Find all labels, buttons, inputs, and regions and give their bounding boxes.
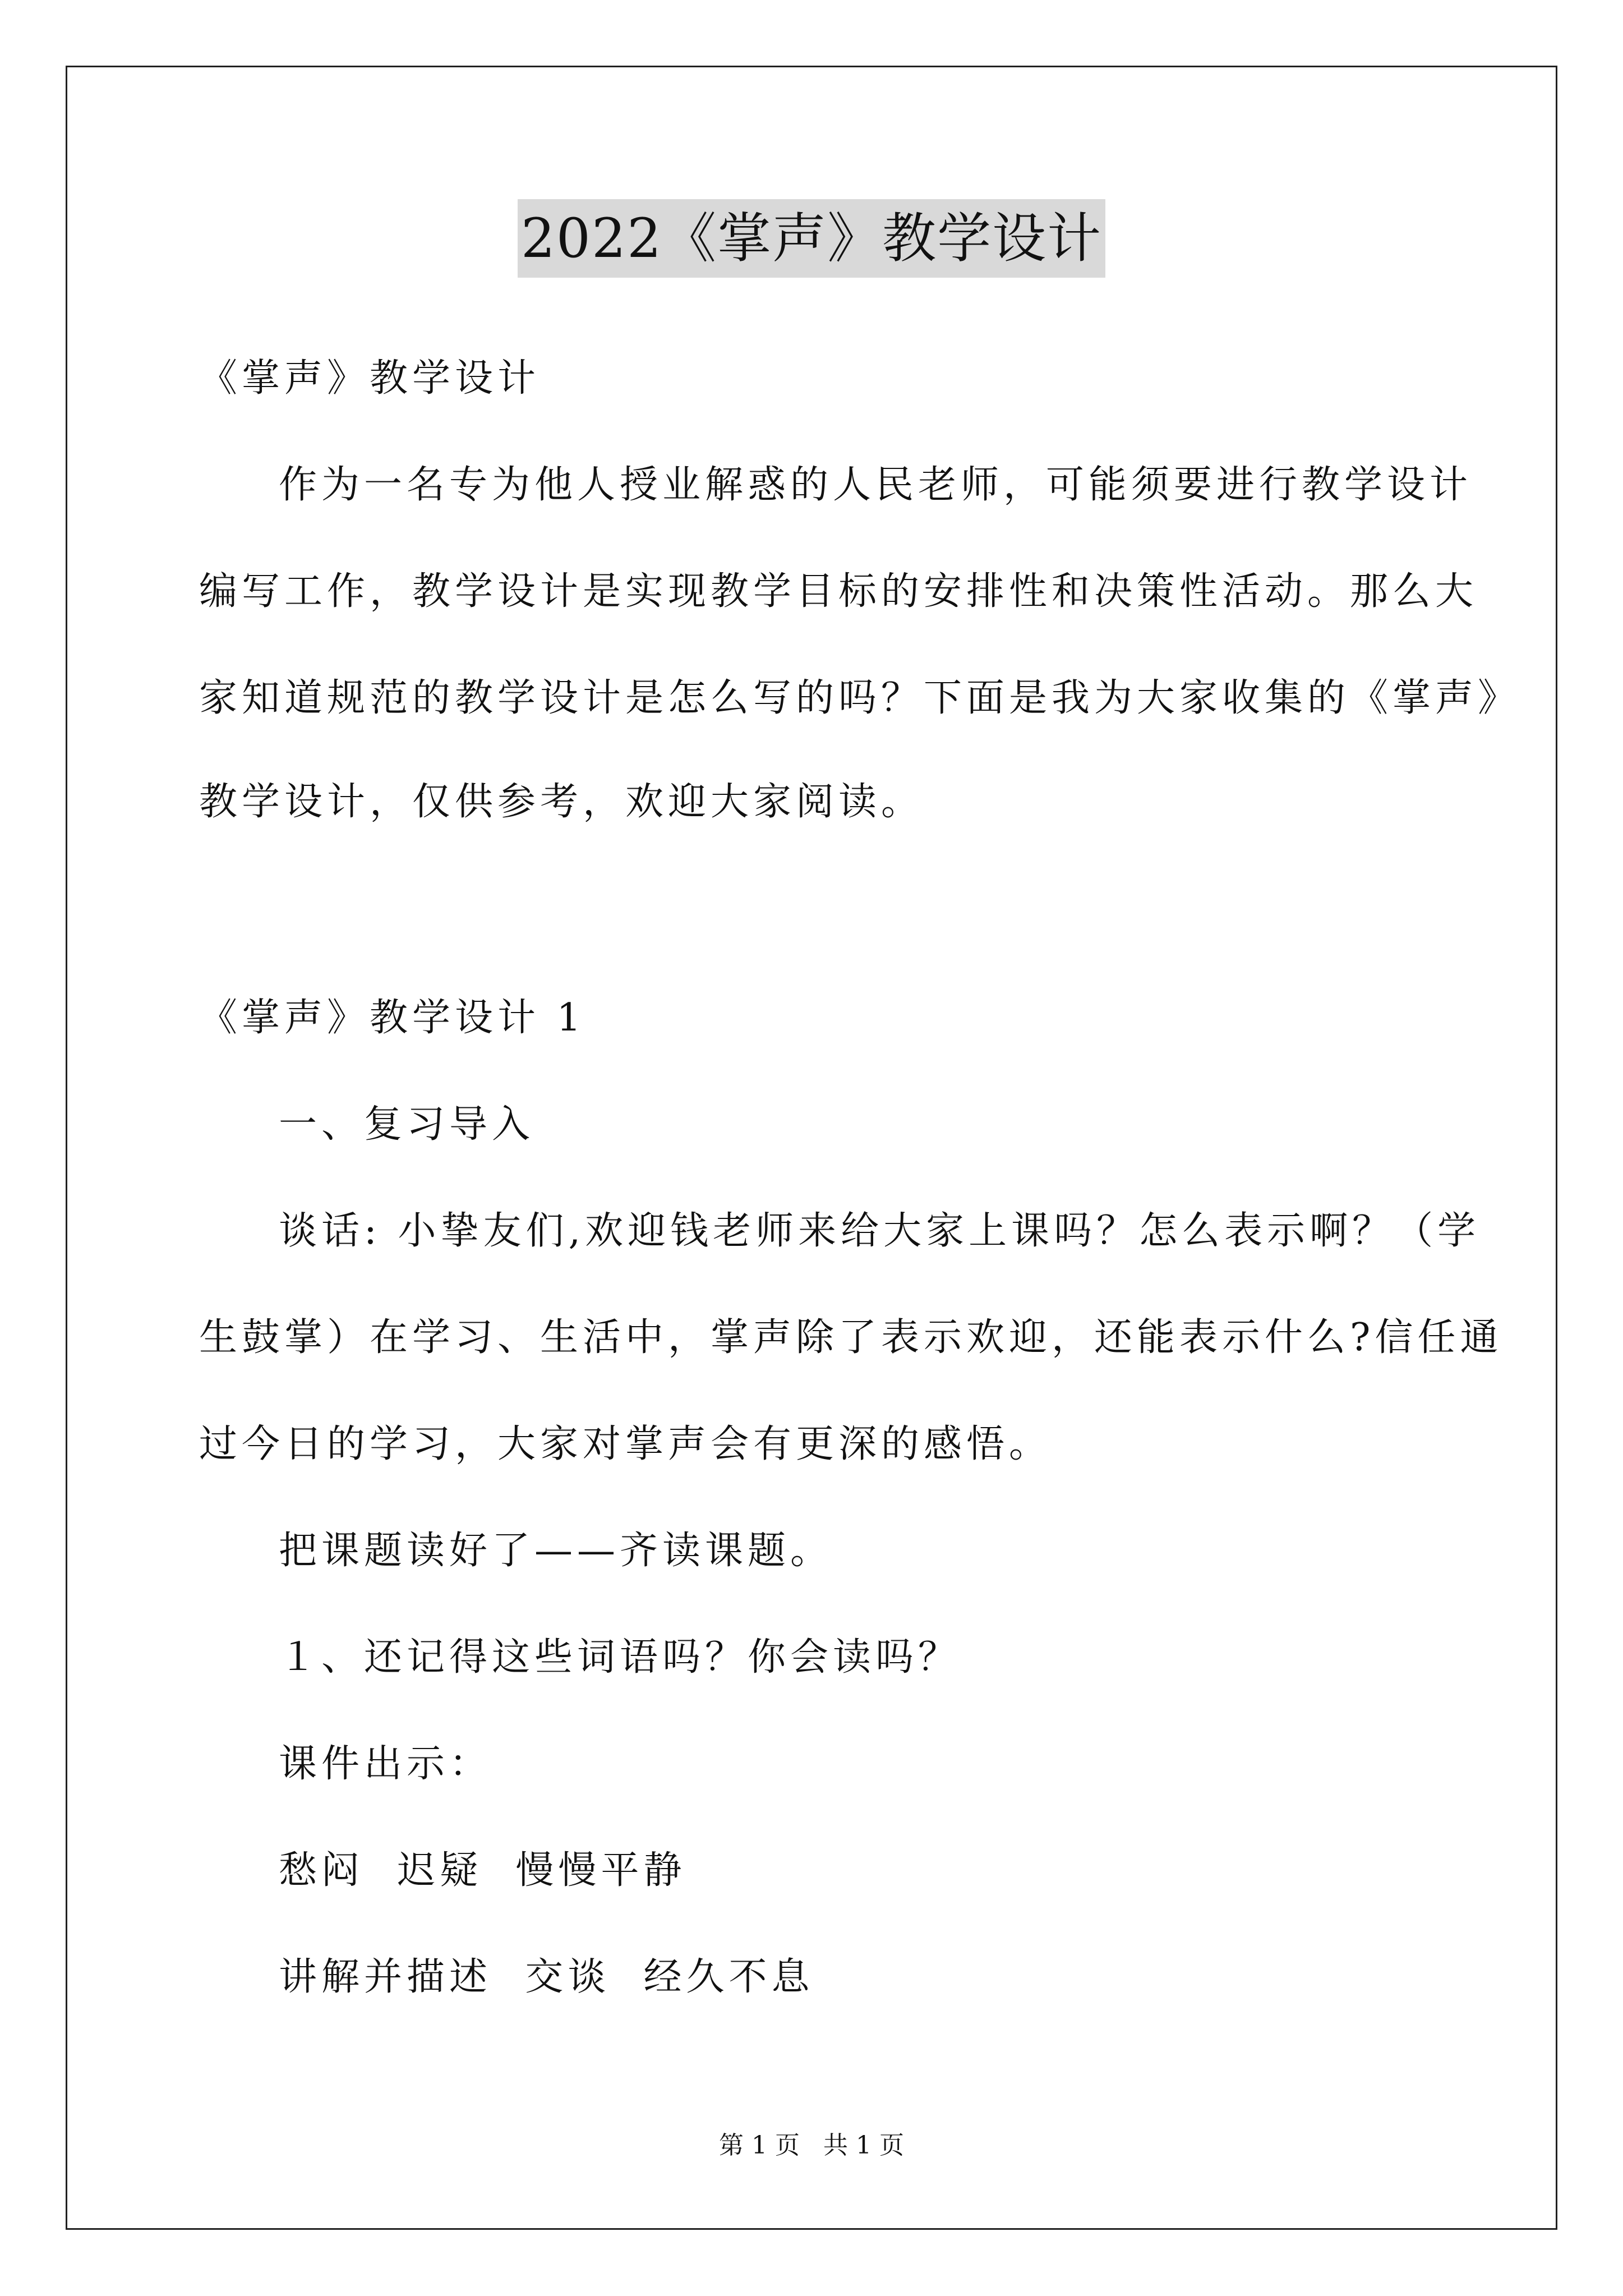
talk-line-2: 生鼓掌）在学习、生活中，掌声除了表示欢迎，还能表示什么?信任通 (199, 1315, 1503, 1360)
courseware-label: 课件出示： (279, 1742, 492, 1786)
intro-line-4: 教学设计，仅供参考，欢迎大家阅读。 (199, 780, 924, 824)
words-row-1: 愁闷 迟疑 慢慢平静 (279, 1848, 686, 1893)
intro-line-1: 作为一名专为他人授业解惑的人民老师，可能须要进行教学设计 (279, 463, 1473, 507)
intro-line-3: 家知道规范的教学设计是怎么写的吗？下面是我为大家收集的《掌声》 (199, 676, 1521, 720)
talk-line-1: 谈话: 小挚友们,欢迎钱老师来给大家上课吗？怎么表示啊？（学 (279, 1209, 1481, 1253)
talk-line-3: 过今日的学习，大家对掌声会有更深的感悟。 (199, 1422, 1052, 1466)
question-line: １、还记得这些词语吗？你会读吗？ (279, 1635, 961, 1680)
subtitle: 《掌声》教学设计 (199, 356, 541, 401)
intro-line-2: 编写工作，教学设计是实现教学目标的安排性和决策性活动。那么大 (199, 569, 1478, 614)
read-title-line: 把课题读好了——齐读课题。 (279, 1529, 833, 1573)
section-heading: 一、复习导入 (279, 1102, 535, 1147)
section-title: 《掌声》教学设计 1 (199, 996, 585, 1040)
title-container (0, 199, 1623, 278)
document-title: 2022《掌声》教学设计 (518, 199, 1105, 278)
page-footer: 第 1 页 共 1 页 (719, 2131, 904, 2160)
words-row-2: 讲解并描述 交谈 经久不息 (279, 1955, 814, 1999)
